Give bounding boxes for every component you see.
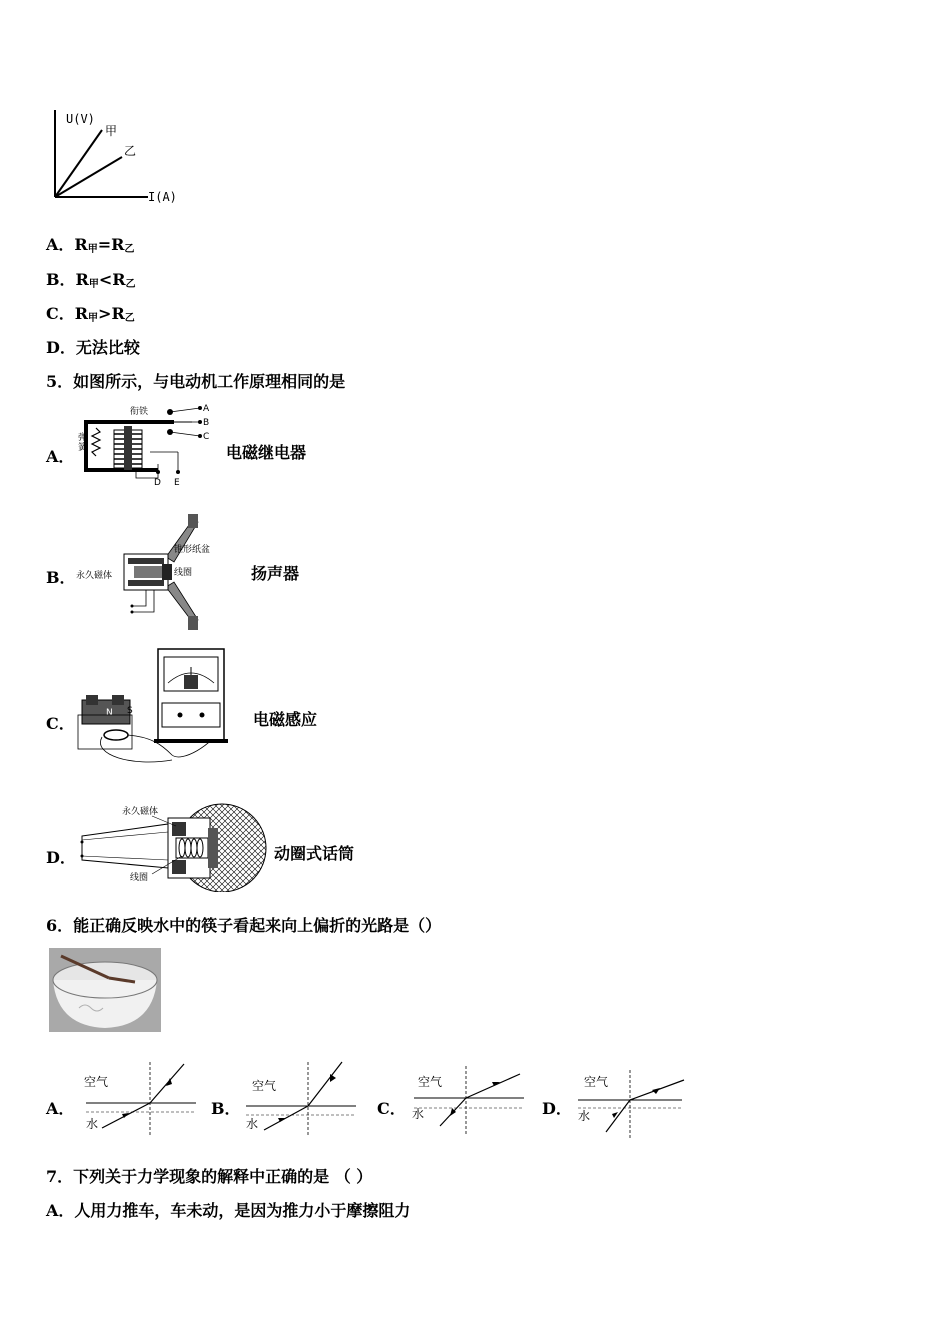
chopsticks-in-bowl-photo [49,948,161,1032]
svg-text:B: B [203,418,210,428]
q5-option-d-letter[interactable]: D． [46,848,76,867]
line-yi-label: 乙 [124,144,137,158]
q4-option-d[interactable]: D．无法比较 [46,338,140,357]
line-jia [55,130,102,197]
svg-text:锥形纸盆: 锥形纸盆 [174,545,211,555]
q5-stem: 5．如图所示，与电动机工作原理相同的是 [46,372,346,391]
svg-text:衔铁: 衔铁 [130,407,149,417]
q7-stem: 7．下列关于力学现象的解释中正确的是 （ ） [46,1167,373,1186]
q7-option-a[interactable]: A．人用力推车，车未动，是因为推力小于摩擦阻力 [46,1201,411,1220]
q5-option-c-caption: 电磁感应 [253,710,318,729]
ui-graph [40,105,190,210]
svg-text:空气: 空气 [84,1075,109,1089]
microphone-diagram [72,800,272,892]
svg-text:空气: 空气 [418,1075,443,1089]
svg-text:簧: 簧 [78,443,88,453]
x-axis-label: I(A) [148,190,177,204]
q6-option-d-diagram [572,1066,692,1140]
svg-text:线圈: 线圈 [130,873,149,883]
q5-option-a-letter[interactable]: A． [46,447,75,466]
y-axis-label: U(V) [66,112,95,126]
svg-text:N: N [106,708,113,718]
q6-option-b-letter[interactable]: B． [211,1099,241,1118]
svg-text:D: D [154,478,161,488]
svg-text:弹: 弹 [78,433,88,443]
q6-option-c-letter[interactable]: C． [377,1099,406,1118]
line-jia-label: 甲 [105,124,118,138]
loudspeaker-diagram [74,512,244,632]
relay-diagram [74,402,214,488]
svg-text:永久磁体: 永久磁体 [122,807,159,817]
q6-option-a-diagram [80,1058,200,1138]
q6-option-d-letter[interactable]: D． [542,1099,572,1118]
svg-text:水: 水 [412,1107,425,1121]
q4-option-c[interactable]: C．$R_甲>R_乙$ [46,304,135,324]
svg-text:水: 水 [578,1109,591,1123]
svg-text:S: S [127,706,133,716]
q6-option-a-letter[interactable]: A． [46,1099,75,1118]
q5-option-b-caption: 扬声器 [251,564,300,583]
q6-option-c-diagram [408,1062,528,1138]
svg-text:空气: 空气 [252,1079,277,1093]
induction-diagram [72,645,252,770]
q6-stem: 6．能正确反映水中的筷子看起来向上偏折的光路是（） [46,916,442,935]
q6-option-b-diagram [240,1058,360,1138]
q5-option-c-letter[interactable]: C． [46,714,75,733]
q4-option-a[interactable]: A．$R_甲=R_乙$ [46,235,135,255]
q5-option-d-caption: 动圈式话筒 [274,844,355,863]
svg-text:永久磁体: 永久磁体 [76,571,113,581]
svg-text:E: E [174,478,180,488]
svg-text:C: C [203,432,210,442]
q5-option-a-caption: 电磁继电器 [226,443,307,462]
svg-text:水: 水 [86,1117,99,1131]
q5-option-b-letter[interactable]: B． [46,568,76,587]
svg-text:线圈: 线圈 [174,568,193,578]
line-yi [55,157,122,197]
svg-text:水: 水 [246,1117,259,1131]
q4-option-b[interactable]: B．$R_甲<R_乙$ [46,270,136,290]
svg-text:空气: 空气 [584,1075,609,1089]
svg-text:A: A [203,404,210,414]
